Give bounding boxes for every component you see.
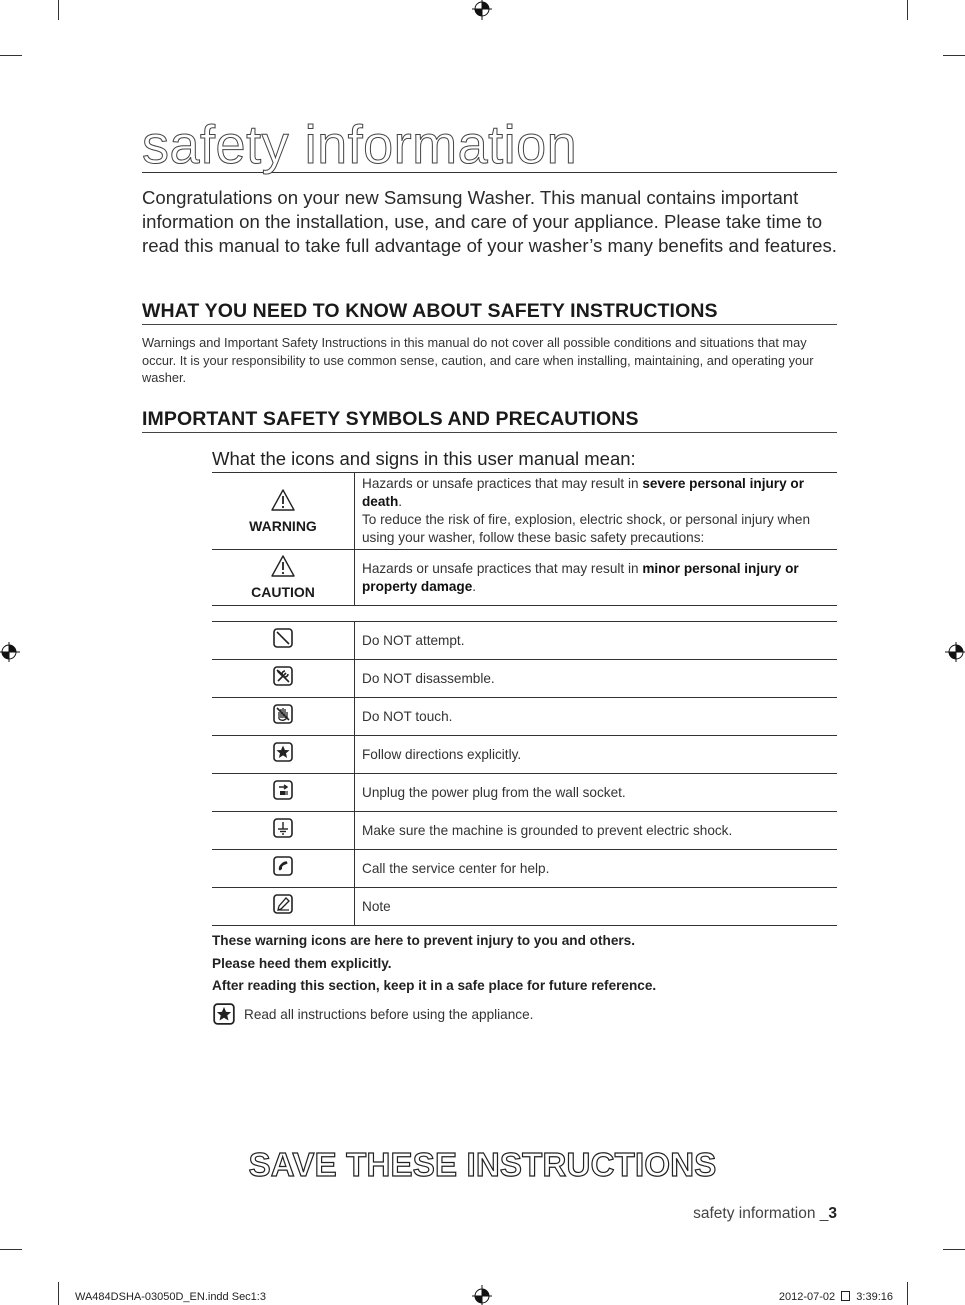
caution-triangle-icon	[271, 555, 295, 577]
table-row	[212, 736, 837, 774]
registration-mark-icon	[0, 641, 22, 663]
symbol-description: Do NOT attempt.	[362, 633, 465, 648]
registration-mark-icon	[471, 0, 493, 22]
save-instructions-banner: SAVE THESE INSTRUCTIONS	[248, 1146, 717, 1183]
follow-directions-icon	[212, 1002, 236, 1026]
unplug-icon	[272, 779, 294, 801]
table-row	[212, 622, 837, 660]
warning-description: Hazards or unsafe practices that may result in severe personal injury or death. To reduce the risk of fire, explosion, electric shock, or personal injury when using your washer, follow these basic safety precautions:	[362, 476, 811, 545]
crop-mark	[58, 0, 59, 20]
registration-mark-icon	[943, 641, 965, 663]
section-body: Warnings and Important Safety Instructions in this manual do not cover all possible conditions and situations that may occur. It is your responsibility to use common sense, caution, and care when installing, maintaining, and operating your washer.	[142, 335, 814, 385]
do-not-disassemble-icon	[272, 665, 294, 687]
symbol-description: Call the service center for help.	[362, 861, 550, 876]
symbol-description: Make sure the machine is grounded to prevent electric shock.	[362, 823, 733, 838]
closing-line: These warning icons are here to prevent injury to you and others.	[212, 933, 636, 948]
file-slug: WA484DSHA-03050D_EN.indd Sec1:3	[75, 1291, 266, 1303]
symbol-description: Unplug the power plug from the wall socket.	[362, 785, 626, 800]
crop-mark	[907, 1282, 908, 1305]
table-row	[212, 774, 837, 812]
clock-box-icon	[841, 1291, 850, 1301]
table-row	[212, 888, 837, 926]
registration-mark-icon	[471, 1283, 493, 1305]
do-not-touch-icon	[272, 703, 294, 725]
read-instructions-note	[212, 1002, 533, 1026]
crop-mark	[907, 0, 908, 20]
emphasis-text: minor personal injury or property damage	[362, 561, 799, 594]
symbol-description: Note	[362, 899, 391, 914]
table-row	[212, 850, 837, 888]
crop-mark	[943, 1249, 965, 1250]
symbol-description: Do NOT touch.	[362, 709, 453, 724]
crop-mark	[943, 55, 965, 56]
emphasis-text: severe personal injury or death	[362, 476, 804, 509]
crop-mark	[0, 55, 22, 56]
symbol-description: Follow directions explicitly.	[362, 747, 522, 762]
table-row	[212, 698, 837, 736]
ground-icon	[272, 817, 294, 839]
closing-line: Please heed them explicitly.	[212, 956, 392, 971]
table-row	[212, 550, 837, 606]
warning-triangle-icon	[271, 489, 295, 511]
follow-directions-icon	[272, 741, 294, 763]
section-heading: WHAT YOU NEED TO KNOW ABOUT SAFETY INSTRUCTIONS	[142, 300, 837, 325]
warning-label: WARNING	[249, 517, 317, 534]
section-heading: IMPORTANT SAFETY SYMBOLS AND PRECAUTIONS	[142, 408, 837, 433]
caution-label: CAUTION	[251, 584, 315, 600]
caution-description: Hazards or unsafe practices that may result in minor personal injury or property damage.	[362, 561, 799, 594]
table-row	[212, 660, 837, 698]
caution-cell	[212, 550, 355, 606]
hazard-level-table	[212, 472, 837, 606]
crop-mark	[58, 1282, 59, 1305]
table-caption: What the icons and signs in this user manual mean:	[212, 448, 636, 469]
intro-paragraph: Congratulations on your new Samsung Washer. This manual contains important information on the installation, use, and care of your appliance. Please take time to read this manual to take full advantage of your washer’s many benefits and features.	[142, 187, 837, 256]
note-icon	[272, 893, 294, 915]
page-number: 3	[828, 1205, 837, 1222]
do-not-attempt-icon	[272, 627, 294, 649]
symbols-table	[212, 621, 837, 926]
service-call-icon	[272, 855, 294, 877]
warning-cell	[212, 473, 355, 550]
table-row	[212, 812, 837, 850]
crop-mark	[0, 1249, 22, 1250]
page-footer: safety information _3	[693, 1205, 837, 1222]
note-text: Read all instructions before using the appliance.	[244, 1006, 534, 1022]
symbol-description: Do NOT disassemble.	[362, 671, 495, 686]
closing-line: After reading this section, keep it in a safe place for future reference.	[212, 978, 657, 993]
table-row	[212, 473, 837, 550]
print-timestamp: 2012-07-02 3:39:16	[778, 1291, 893, 1303]
page-title: safety information	[142, 118, 837, 173]
